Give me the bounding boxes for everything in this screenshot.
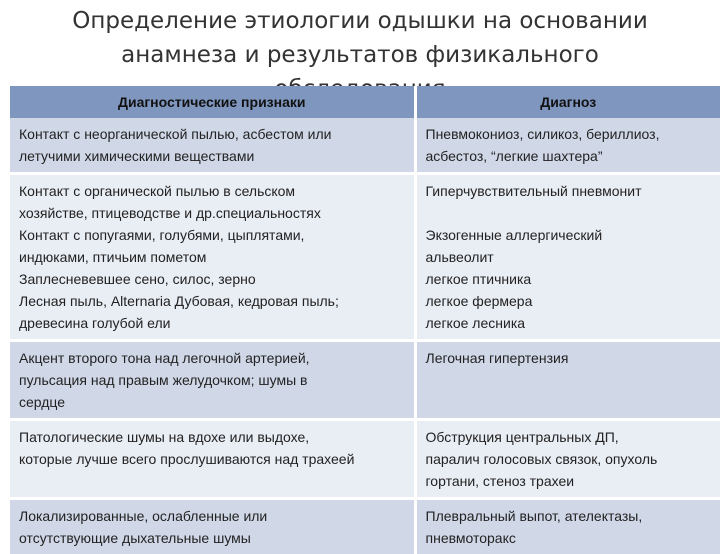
cell-line: индюками, птичьим пометом — [19, 246, 406, 268]
diagnosis-cell — [415, 420, 720, 499]
header-diagnosis: Диагноз — [415, 86, 720, 118]
cell-line: древесина голубой ели — [19, 312, 406, 334]
table-row — [10, 420, 720, 499]
cell-line: паралич голосовых связок, опухоль — [426, 448, 713, 470]
table-row — [10, 341, 720, 420]
signs-cell — [10, 420, 415, 499]
cell-line: Пневмокониоз, силикоз, бериллиоз, — [426, 123, 713, 145]
signs-cell — [10, 341, 415, 420]
cell-line: которые лучше всего прослушиваются над трахеей — [19, 448, 406, 470]
cell-line: гортани, стеноз трахеи — [426, 470, 713, 492]
blank-line — [426, 202, 713, 224]
cell-line: Контакт с попугаями, голубями, цыплятами, — [19, 224, 406, 246]
signs-cell — [10, 174, 415, 341]
cell-line: Плевральный выпот, ателектазы, — [426, 505, 713, 527]
table-body — [10, 118, 720, 554]
cell-line: летучими химическими веществами — [19, 145, 406, 167]
title-line: Определение этиологии одышки на основании — [0, 4, 720, 38]
cell-line: Заплесневевшее сено, силос, зерно — [19, 268, 406, 290]
diagnosis-table-container — [10, 86, 720, 554]
cell-line: Контакт с органической пылью в сельском — [19, 180, 406, 202]
cell-line: Лесная пыль, Alternaria Дубовая, кедровая пыль; — [19, 290, 406, 312]
cell-line: Акцент второго тона над легочной артерией, — [19, 347, 406, 369]
cell-line: Обструкция центральных ДП, — [426, 426, 713, 448]
cell-line: пневмоторакс — [426, 527, 713, 549]
signs-cell — [10, 118, 415, 174]
cell-line: Легочная гипертензия — [426, 347, 713, 369]
cell-line: сердце — [19, 391, 406, 413]
cell-line: Контакт с неорганической пылью, асбестом или — [19, 123, 406, 145]
diagnosis-cell — [415, 341, 720, 420]
cell-line: Патологические шумы на вдохе или выдохе, — [19, 426, 406, 448]
cell-line: Экзогенные аллергический — [426, 224, 713, 246]
cell-line: хозяйстве, птицеводстве и др.специальностях — [19, 202, 406, 224]
table-row — [10, 174, 720, 341]
table-row — [10, 118, 720, 174]
table-row — [10, 499, 720, 554]
cell-line: легкое птичника — [426, 268, 713, 290]
cell-line: асбестоз, “легкие шахтера” — [426, 145, 713, 167]
cell-line: Гиперчувствительный пневмонит — [426, 180, 713, 202]
cell-line: альвеолит — [426, 246, 713, 268]
cell-line: Локализированные, ослабленные или — [19, 505, 406, 527]
table-header-row — [10, 86, 720, 118]
cell-line: легкое лесника — [426, 312, 713, 334]
diagnosis-cell — [415, 499, 720, 554]
cell-line: отсутствующие дыхательные шумы — [19, 527, 406, 549]
diagnosis-cell — [415, 174, 720, 341]
cell-line: пульсация над правым желудочком; шумы в — [19, 369, 406, 391]
header-signs: Диагностические признаки — [10, 86, 415, 118]
cell-line: легкое фермера — [426, 290, 713, 312]
diagnosis-table — [10, 86, 720, 554]
signs-cell — [10, 499, 415, 554]
diagnosis-cell — [415, 118, 720, 174]
title-line: анамнеза и результатов физикального — [0, 38, 720, 72]
